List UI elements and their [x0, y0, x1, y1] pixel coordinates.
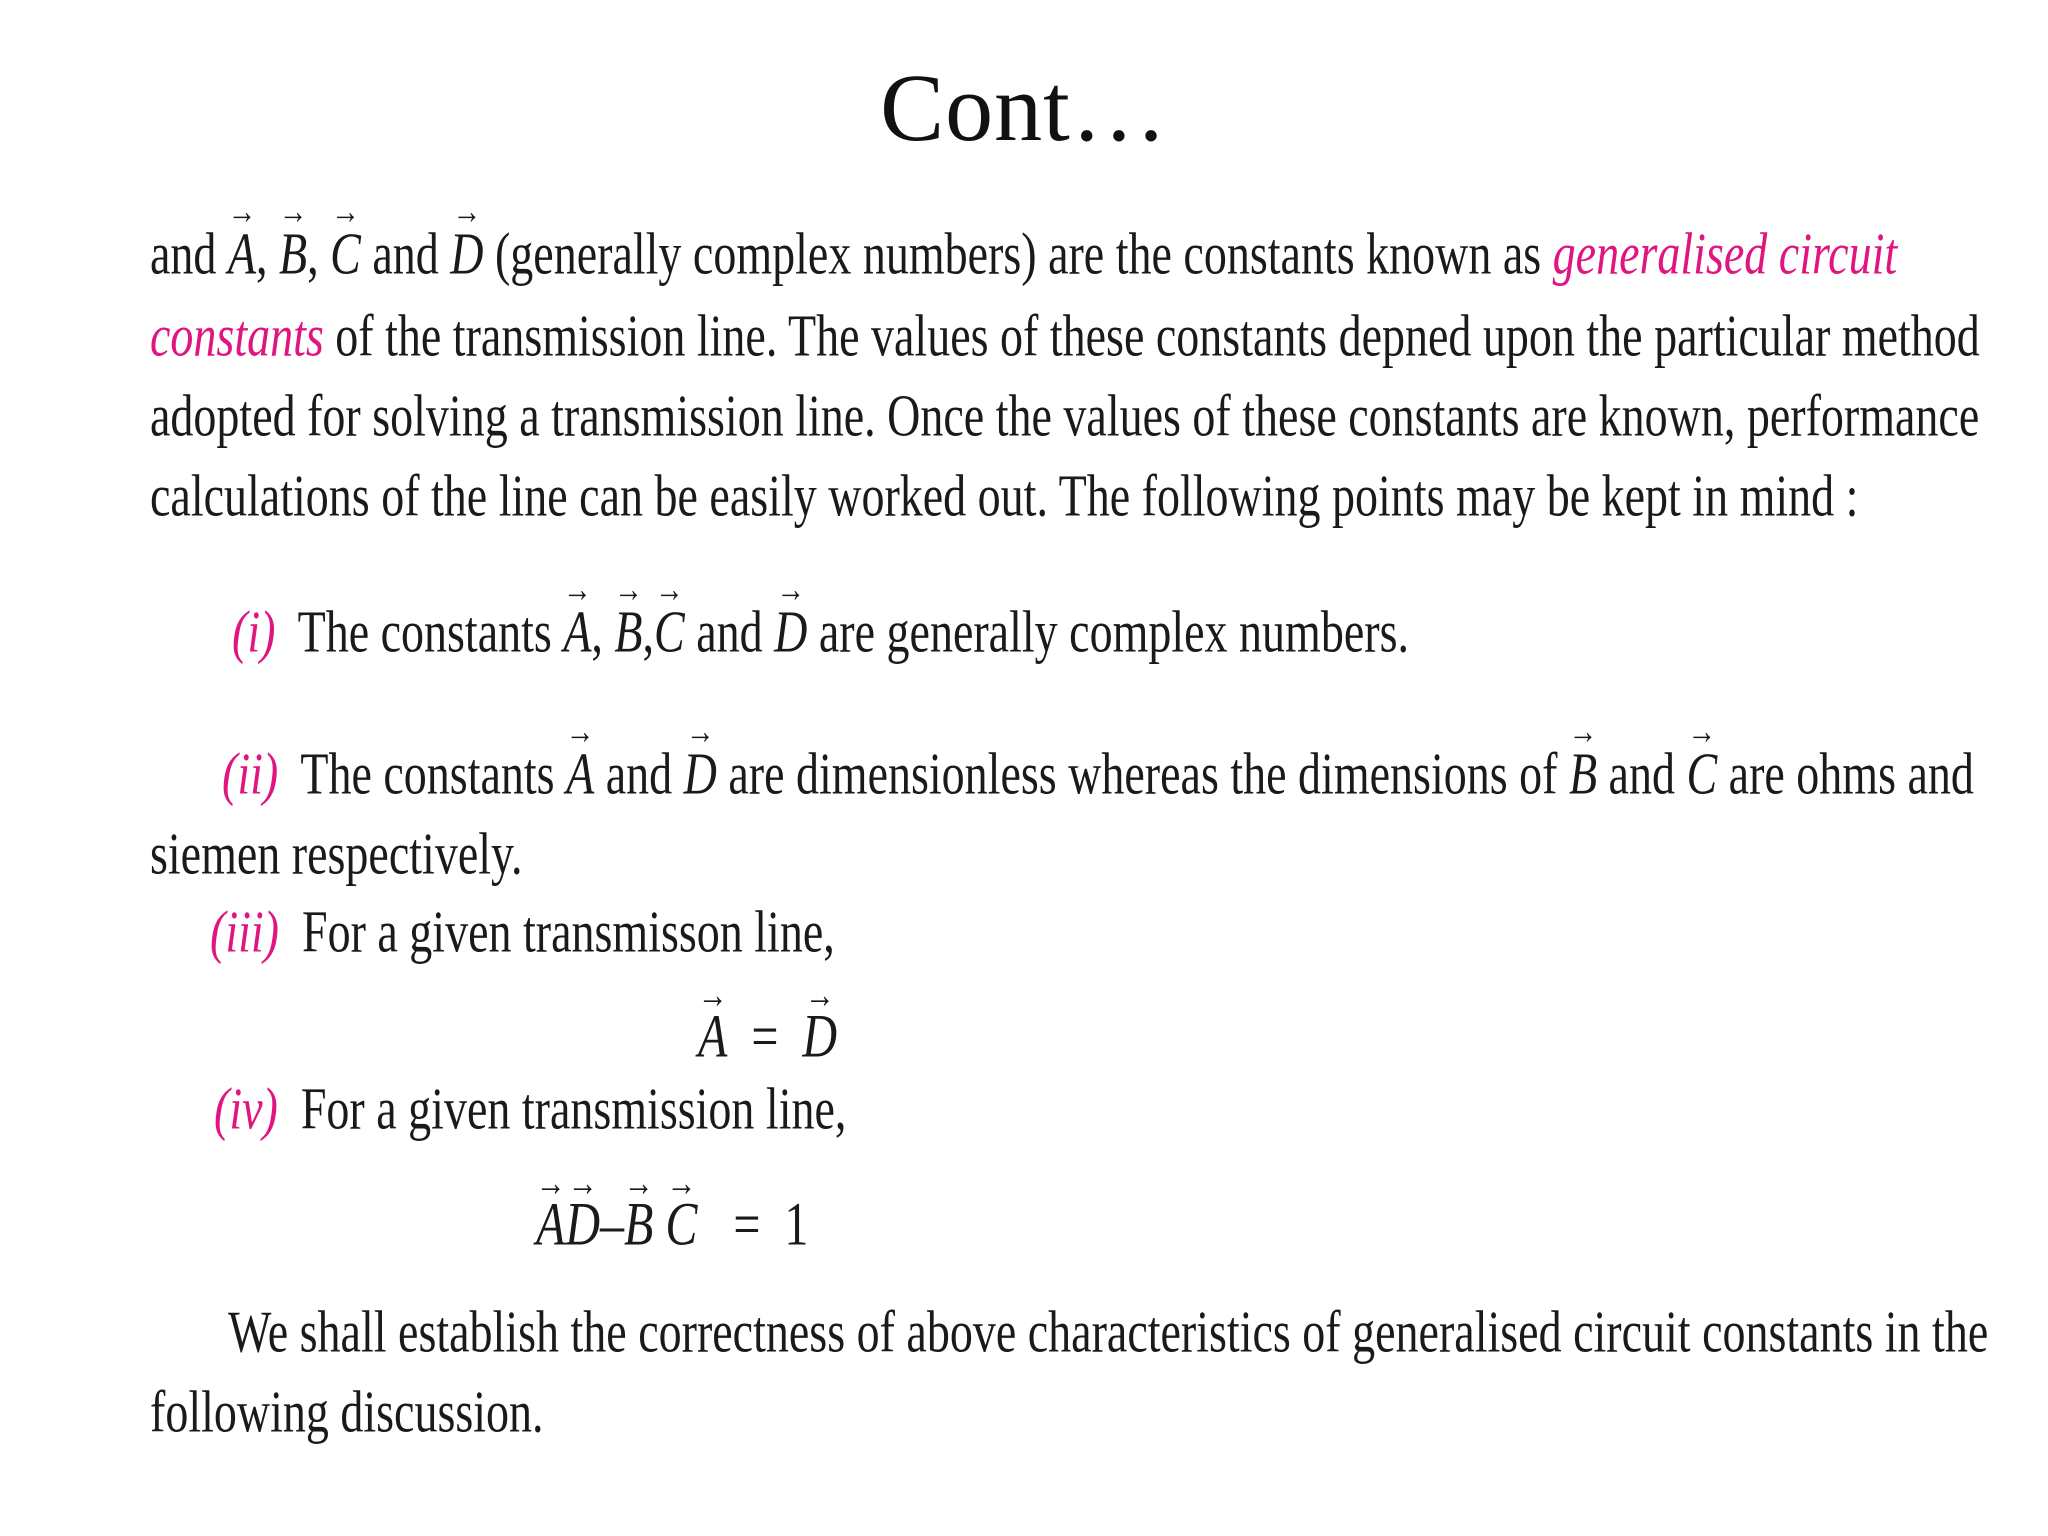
- list-item-ii: [222, 740, 1974, 807]
- item-text: The constants: [300, 740, 555, 807]
- text-and: and: [605, 740, 673, 807]
- vector-c: → C: [1686, 740, 1717, 808]
- paragraph-text: of the transmission line. The values of these constants depned upon the particular method: [335, 302, 1980, 369]
- vector-b: → B: [614, 598, 642, 666]
- item-text: are dimensionless whereas the dimensions of: [728, 740, 1558, 807]
- paragraph-line-2: [150, 302, 1980, 369]
- closing-line-1: [228, 1298, 1989, 1365]
- vector-d: → D: [802, 1001, 837, 1071]
- equals-sign: =: [733, 1190, 761, 1259]
- paragraph-text: We shall establish the correctness of above characteristics of generalised circuit constants in the: [228, 1298, 1989, 1365]
- text-and: and: [696, 598, 763, 665]
- list-item-iv: [214, 1075, 847, 1142]
- item-text: The constants: [297, 598, 552, 665]
- paragraph-text: following discussion.: [150, 1378, 544, 1445]
- vector-b: → B: [279, 220, 307, 288]
- vector-d: → D: [450, 220, 483, 288]
- paragraph-text: (generally complex numbers) are the constants known as: [494, 220, 1542, 287]
- item-text: For a given transmission line,: [300, 1075, 847, 1142]
- comma: ,: [256, 220, 268, 287]
- vector-d: → D: [565, 1189, 600, 1259]
- equation-result: 1: [784, 1190, 809, 1259]
- paragraph-text: adopted for solving a transmission line. Once the values of these constants are known, performance: [150, 382, 1980, 449]
- vector-b: → B: [624, 1189, 653, 1259]
- text-and: and: [1608, 740, 1675, 807]
- minus-sign: –: [600, 1190, 624, 1259]
- comma: ,: [307, 220, 319, 287]
- closing-line-2: [150, 1378, 544, 1445]
- highlighted-term: generalised circuit: [1552, 220, 1898, 287]
- comma: ,: [591, 598, 603, 665]
- text-and: and: [372, 220, 439, 287]
- vector-c: → C: [665, 1189, 697, 1259]
- vector-d: → D: [774, 598, 807, 666]
- vector-a: → A: [228, 220, 256, 288]
- highlighted-term: constants: [150, 302, 324, 369]
- list-item-ii-continued: [150, 820, 523, 887]
- vector-a: → A: [566, 740, 594, 808]
- item-number: (iv): [214, 1075, 278, 1142]
- scanned-text-image: [150, 190, 1989, 1536]
- comma: ,: [642, 598, 655, 665]
- item-number: (ii): [222, 740, 279, 807]
- item-text: siemen respectively.: [150, 820, 523, 887]
- paragraph-line-4: [150, 462, 1859, 529]
- list-item-iii: [210, 898, 835, 965]
- paragraph-line-3: [150, 382, 1980, 449]
- text-and: and: [150, 220, 217, 287]
- equals-sign: =: [751, 1002, 779, 1071]
- vector-a: → A: [563, 598, 591, 666]
- vector-c: → C: [654, 598, 685, 666]
- item-number: (i): [232, 598, 276, 665]
- paragraph-text: calculations of the line can be easily worked out. The following points may be kept in mind :: [150, 462, 1859, 529]
- vector-a: → A: [536, 1189, 565, 1259]
- item-text: are generally complex numbers.: [818, 598, 1409, 665]
- vector-a: → A: [698, 1001, 727, 1071]
- slide-title: Cont…: [880, 54, 1168, 161]
- item-text: For a given transmisson line,: [301, 898, 835, 965]
- item-text: are ohms and: [1728, 740, 1974, 807]
- equation-a-equals-d: [698, 1002, 838, 1071]
- paragraph-line-1: [150, 220, 1898, 287]
- vector-b: → B: [1569, 740, 1597, 808]
- vector-d: → D: [684, 740, 717, 808]
- vector-c: → C: [330, 220, 361, 288]
- item-number: (iii): [210, 898, 279, 965]
- list-item-i: [232, 598, 1409, 665]
- equation-ad-minus-bc: [536, 1190, 809, 1259]
